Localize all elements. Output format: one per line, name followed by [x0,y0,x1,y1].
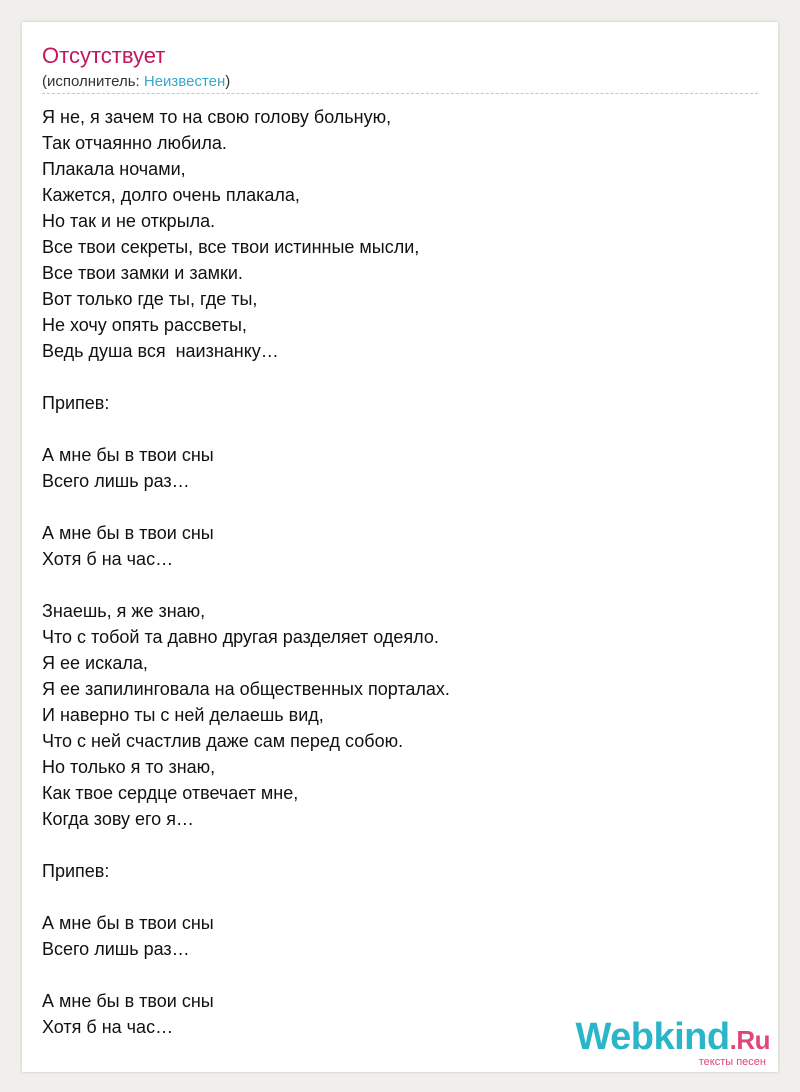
artist-suffix: ) [225,73,231,90]
lyrics-card [22,22,778,1072]
logo-tagline: тексты песен [698,1056,766,1068]
artist-link[interactable]: Неизвестен [143,73,226,90]
song-meta [42,72,230,92]
site-logo[interactable] [575,1017,770,1068]
song-title: Отсутствует [42,43,166,68]
logo-name: Webkind [575,1016,730,1058]
dashed-divider [42,93,758,94]
logo-tld: .Ru [729,1025,770,1055]
lyrics-text: Я не, я зачем то на свою голову больную, Так отчаянно любила. Плакала ночами, Кажется, долго очень плакала, Но так и не открыла. Все твои секреты, все твои истинные мысли, Все твои замки и замки. Вот только где ты, где ты, Не хочу опять рассветы, Ведь душа вся наизнанку… Припев: А мне бы в твои сны Всего лишь раз… А мне бы в твои сны Хотя б на час… Знаешь, я же знаю, Что с тобой та давно другая разделяет одеяло. Я ее искала, Я ее запилинговала на общественных порталах. И наверно ты с ней делаешь вид, Что с ней счастлив даже сам перед собою. Но только я то знаю, Как твое сердце отвечает мне, Когда зову его я… Припев: А мне бы в твои сны Всего лишь раз… А мне бы в твои сны Хотя б на час… [42,107,450,1037]
artist-prefix: (исполнитель: [42,73,144,90]
logo-wordmark [575,1017,770,1060]
